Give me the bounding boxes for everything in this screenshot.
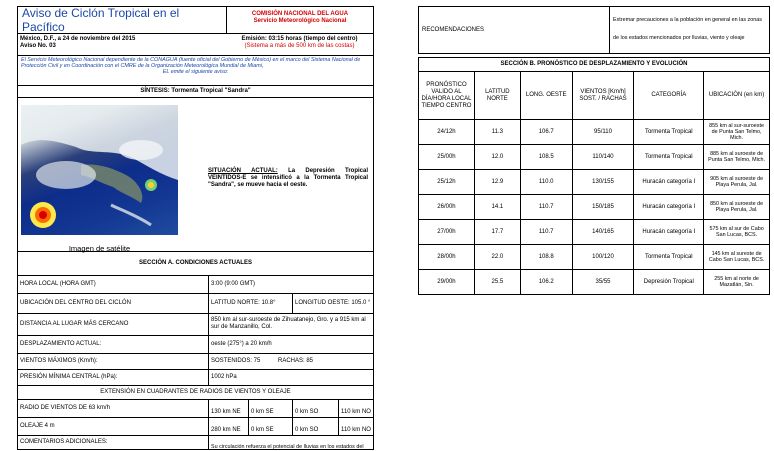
center-row bbox=[18, 293, 373, 314]
radius-se: 0 km SE bbox=[251, 409, 274, 415]
cell-lon: 110.7 bbox=[520, 220, 572, 245]
radius-so: 0 km SO bbox=[295, 409, 319, 415]
comments-row bbox=[18, 435, 373, 450]
satellite-image bbox=[21, 105, 178, 235]
longitude-value: LONGITUD OESTE: 105.0 ° bbox=[295, 299, 371, 306]
cell-lon: 108.5 bbox=[520, 145, 572, 170]
cell-category: Huracán categoría I bbox=[634, 170, 704, 195]
cell-valid: 25/00h bbox=[419, 145, 475, 170]
table-row bbox=[419, 195, 770, 220]
table-row bbox=[419, 270, 770, 295]
cell-winds: 95/110 bbox=[572, 120, 634, 145]
latitude-value: LATITUD NORTE: 10.8° bbox=[211, 299, 276, 306]
recommendations-label: RECOMENDACIONES bbox=[422, 26, 485, 33]
comments-label: COMENTARIOS ADICIONALES: bbox=[20, 439, 108, 445]
radius-row bbox=[18, 399, 373, 418]
quadrants-title-row bbox=[18, 385, 373, 400]
cell-location: 145 km al sureste de Cabo San Lucas, BCS. bbox=[704, 245, 770, 270]
col-lat: LATITUD NORTE bbox=[474, 72, 520, 120]
movement-label: DESPLAZAMIENTO ACTUAL: bbox=[20, 340, 102, 347]
winds-label: VIENTOS MÁXIMOS (Km/h): bbox=[20, 357, 98, 364]
center-label: UBICACIÓN DEL CENTRO DEL CICLÓN bbox=[20, 299, 131, 306]
pressure-label: PRESIÓN MÍNIMA CENTRAL (hPa): bbox=[20, 373, 118, 380]
waves-so: 0 km SO bbox=[295, 427, 319, 433]
cell-lat: 17.7 bbox=[474, 220, 520, 245]
distance-value: 850 km al sur-suroeste de Zihuatanejo, Gro. y a 915 km al sur de Manzanillo, Col. bbox=[211, 317, 366, 330]
intro-emits: EL emite el siguiente aviso: bbox=[162, 69, 229, 76]
movement-row bbox=[18, 335, 373, 354]
left-page bbox=[17, 6, 374, 450]
notice-number: Aviso No. 03 bbox=[20, 43, 56, 49]
satellite-caption: Imagen de satélite bbox=[68, 244, 131, 253]
situation-block bbox=[208, 168, 368, 189]
distance-row bbox=[18, 313, 373, 336]
forecast-table bbox=[418, 71, 770, 295]
local-time-row bbox=[18, 275, 373, 294]
cell-valid: 28/00h bbox=[419, 245, 475, 270]
waves-no: 110 km NO bbox=[341, 427, 371, 433]
waves-se: 0 km SE bbox=[251, 427, 274, 433]
gusts-value: RACHAS: 85 bbox=[278, 357, 314, 364]
local-time-value: 3:00 (9:00 GMT) bbox=[211, 280, 256, 287]
radius-no: 110 km NO bbox=[341, 409, 371, 415]
cell-location: 905 km al suroeste de Playa Perula, Jal. bbox=[704, 170, 770, 195]
cell-valid: 24/12h bbox=[419, 120, 475, 145]
cell-valid: 27/00h bbox=[419, 220, 475, 245]
table-row bbox=[419, 245, 770, 270]
right-page bbox=[418, 6, 770, 296]
emission-row bbox=[18, 33, 373, 56]
intro-text: El Servicio Meteorológico Nacional dependiente de la CONAGUA (fuente oficial del Gobierno de México) en el marco del Sistema Nacional de Protección Civil y en Coordinación con el CMRE de la Organización Meteorológica Mundial de Miami, bbox=[21, 57, 361, 70]
cell-winds: 150/185 bbox=[572, 195, 634, 220]
cell-location: 885 km al suroeste de Punta San Telmo, Mich. bbox=[704, 145, 770, 170]
table-row bbox=[419, 220, 770, 245]
cell-category: Tormenta Tropical bbox=[634, 245, 704, 270]
cell-valid: 29/00h bbox=[419, 270, 475, 295]
table-row bbox=[419, 145, 770, 170]
cell-location: 850 km al suroeste de Playa Perula, Jal. bbox=[704, 195, 770, 220]
intro-row bbox=[18, 55, 373, 86]
waves-ne: 280 km NE bbox=[211, 427, 241, 433]
cell-winds: 140/165 bbox=[572, 220, 634, 245]
cell-lon: 110.0 bbox=[520, 170, 572, 195]
cell-category: Depresión Tropical bbox=[634, 270, 704, 295]
cell-lon: 110.7 bbox=[520, 195, 572, 220]
cell-lon: 108.8 bbox=[520, 245, 572, 270]
cell-winds: 100/120 bbox=[572, 245, 634, 270]
cell-lat: 12.9 bbox=[474, 170, 520, 195]
cell-lat: 14.1 bbox=[474, 195, 520, 220]
satellite-svg bbox=[21, 105, 178, 235]
winds-row bbox=[18, 353, 373, 370]
pressure-row bbox=[18, 369, 373, 386]
situation-label: SITUACIÓN ACTUAL: bbox=[208, 168, 278, 174]
emission-time: Emisión: 03:15 horas (tiempo del centro) bbox=[241, 36, 358, 42]
satellite-row bbox=[18, 97, 373, 252]
col-location: UBICACIÓN (en km) bbox=[704, 72, 770, 120]
cell-lat: 11.3 bbox=[474, 120, 520, 145]
cell-category: Tormenta Tropical bbox=[634, 145, 704, 170]
page-title: Aviso de Ciclón Tropical en el Pacífico bbox=[22, 7, 180, 33]
section-a-title-row bbox=[18, 251, 373, 276]
quadrants-title: EXTENSIÓN EN CUADRANTES DE RADIOS DE VIENTOS Y OLEAJE bbox=[100, 388, 291, 395]
cell-location: 855 km al sur-suroeste de Punta San Telmo, Mich. bbox=[704, 120, 770, 145]
cell-lon: 106.7 bbox=[520, 120, 572, 145]
comments-value: Su circulación refuerza el potencial de lluvias en los estados del bbox=[211, 444, 364, 450]
cell-category: Tormenta Tropical bbox=[634, 120, 704, 145]
situation-text: La Depresión Tropical VEINTIDOS-E se intensificó a la Tormenta Tropical "Sandra", se mueve hacia el oeste. bbox=[208, 168, 369, 188]
radius-label: RADIO DE VIENTOS DE 63 km/h bbox=[20, 404, 110, 411]
system-note: (Sistema a más de 500 km de las costas) bbox=[244, 43, 355, 49]
forecast-header-row bbox=[419, 72, 770, 120]
cell-location: 255 km al norte de Mazatlán, Sin. bbox=[704, 270, 770, 295]
cell-category: Huracán categoría I bbox=[634, 195, 704, 220]
cell-valid: 25/12h bbox=[419, 170, 475, 195]
forecast-table-wrap bbox=[418, 71, 770, 295]
cell-category: Huracán categoría I bbox=[634, 220, 704, 245]
synopsis-label: SÍNTESIS: Tormenta Tropical "Sandra" bbox=[140, 87, 251, 94]
recommendations-text: Extremar precauciones a la población en general en las zonas de los estados mencionados por lluvias, viento y oleaje bbox=[613, 17, 762, 41]
pressure-value: 1002 hPa bbox=[211, 373, 237, 380]
col-lon: LONG. OESTE bbox=[520, 72, 572, 120]
sustained-value: SOSTENIDOS: 75 bbox=[211, 357, 261, 364]
cell-valid: 26/00h bbox=[419, 195, 475, 220]
col-winds: VIENTOS [Km/h] SOST. / RACHAS bbox=[572, 72, 634, 120]
col-valid: PRONÓSTICO VALIDO AL DÍA/HORA LOCAL TIEMPO CENTRO bbox=[419, 72, 475, 120]
org-name: COMISIÓN NACIONAL DEL AGUA bbox=[251, 11, 349, 17]
col-category: CATEGORÍA bbox=[634, 72, 704, 120]
cell-winds: 35/55 bbox=[572, 270, 634, 295]
movement-value: oeste (275°) a 20 km/h bbox=[211, 340, 272, 347]
service-name: Servicio Meteorológico Nacional bbox=[253, 18, 347, 24]
local-time-label: HORA LOCAL (HORA GMT) bbox=[20, 280, 96, 287]
waves-label: OLEAJE 4 m bbox=[20, 422, 55, 429]
section-b-title: SECCIÓN B. PRONÓSTICO DE DESPLAZAMIENTO Y EVOLUCIÓN bbox=[500, 61, 688, 67]
cell-lat: 25.5 bbox=[474, 270, 520, 295]
cell-winds: 110/140 bbox=[572, 145, 634, 170]
cell-location: 575 km al sur de Cabo San Lucas, BCS. bbox=[704, 220, 770, 245]
waves-row bbox=[18, 417, 373, 436]
issue-date: México, D.F., a 24 de noviembre del 2015 bbox=[20, 36, 136, 42]
section-b-title-row bbox=[418, 57, 770, 71]
cell-winds: 130/155 bbox=[572, 170, 634, 195]
header-row bbox=[18, 7, 373, 34]
radius-ne: 130 km NE bbox=[211, 409, 241, 415]
recommendations-box bbox=[418, 6, 770, 54]
table-row bbox=[419, 170, 770, 195]
section-a-title: SECCIÓN A. CONDICIONES ACTUALES bbox=[139, 259, 252, 266]
distance-label: DISTANCIA AL LUGAR MÁS CERCANO bbox=[20, 320, 129, 327]
table-row bbox=[419, 120, 770, 145]
cell-lon: 106.2 bbox=[520, 270, 572, 295]
cell-lat: 22.0 bbox=[474, 245, 520, 270]
cell-lat: 12.0 bbox=[474, 145, 520, 170]
